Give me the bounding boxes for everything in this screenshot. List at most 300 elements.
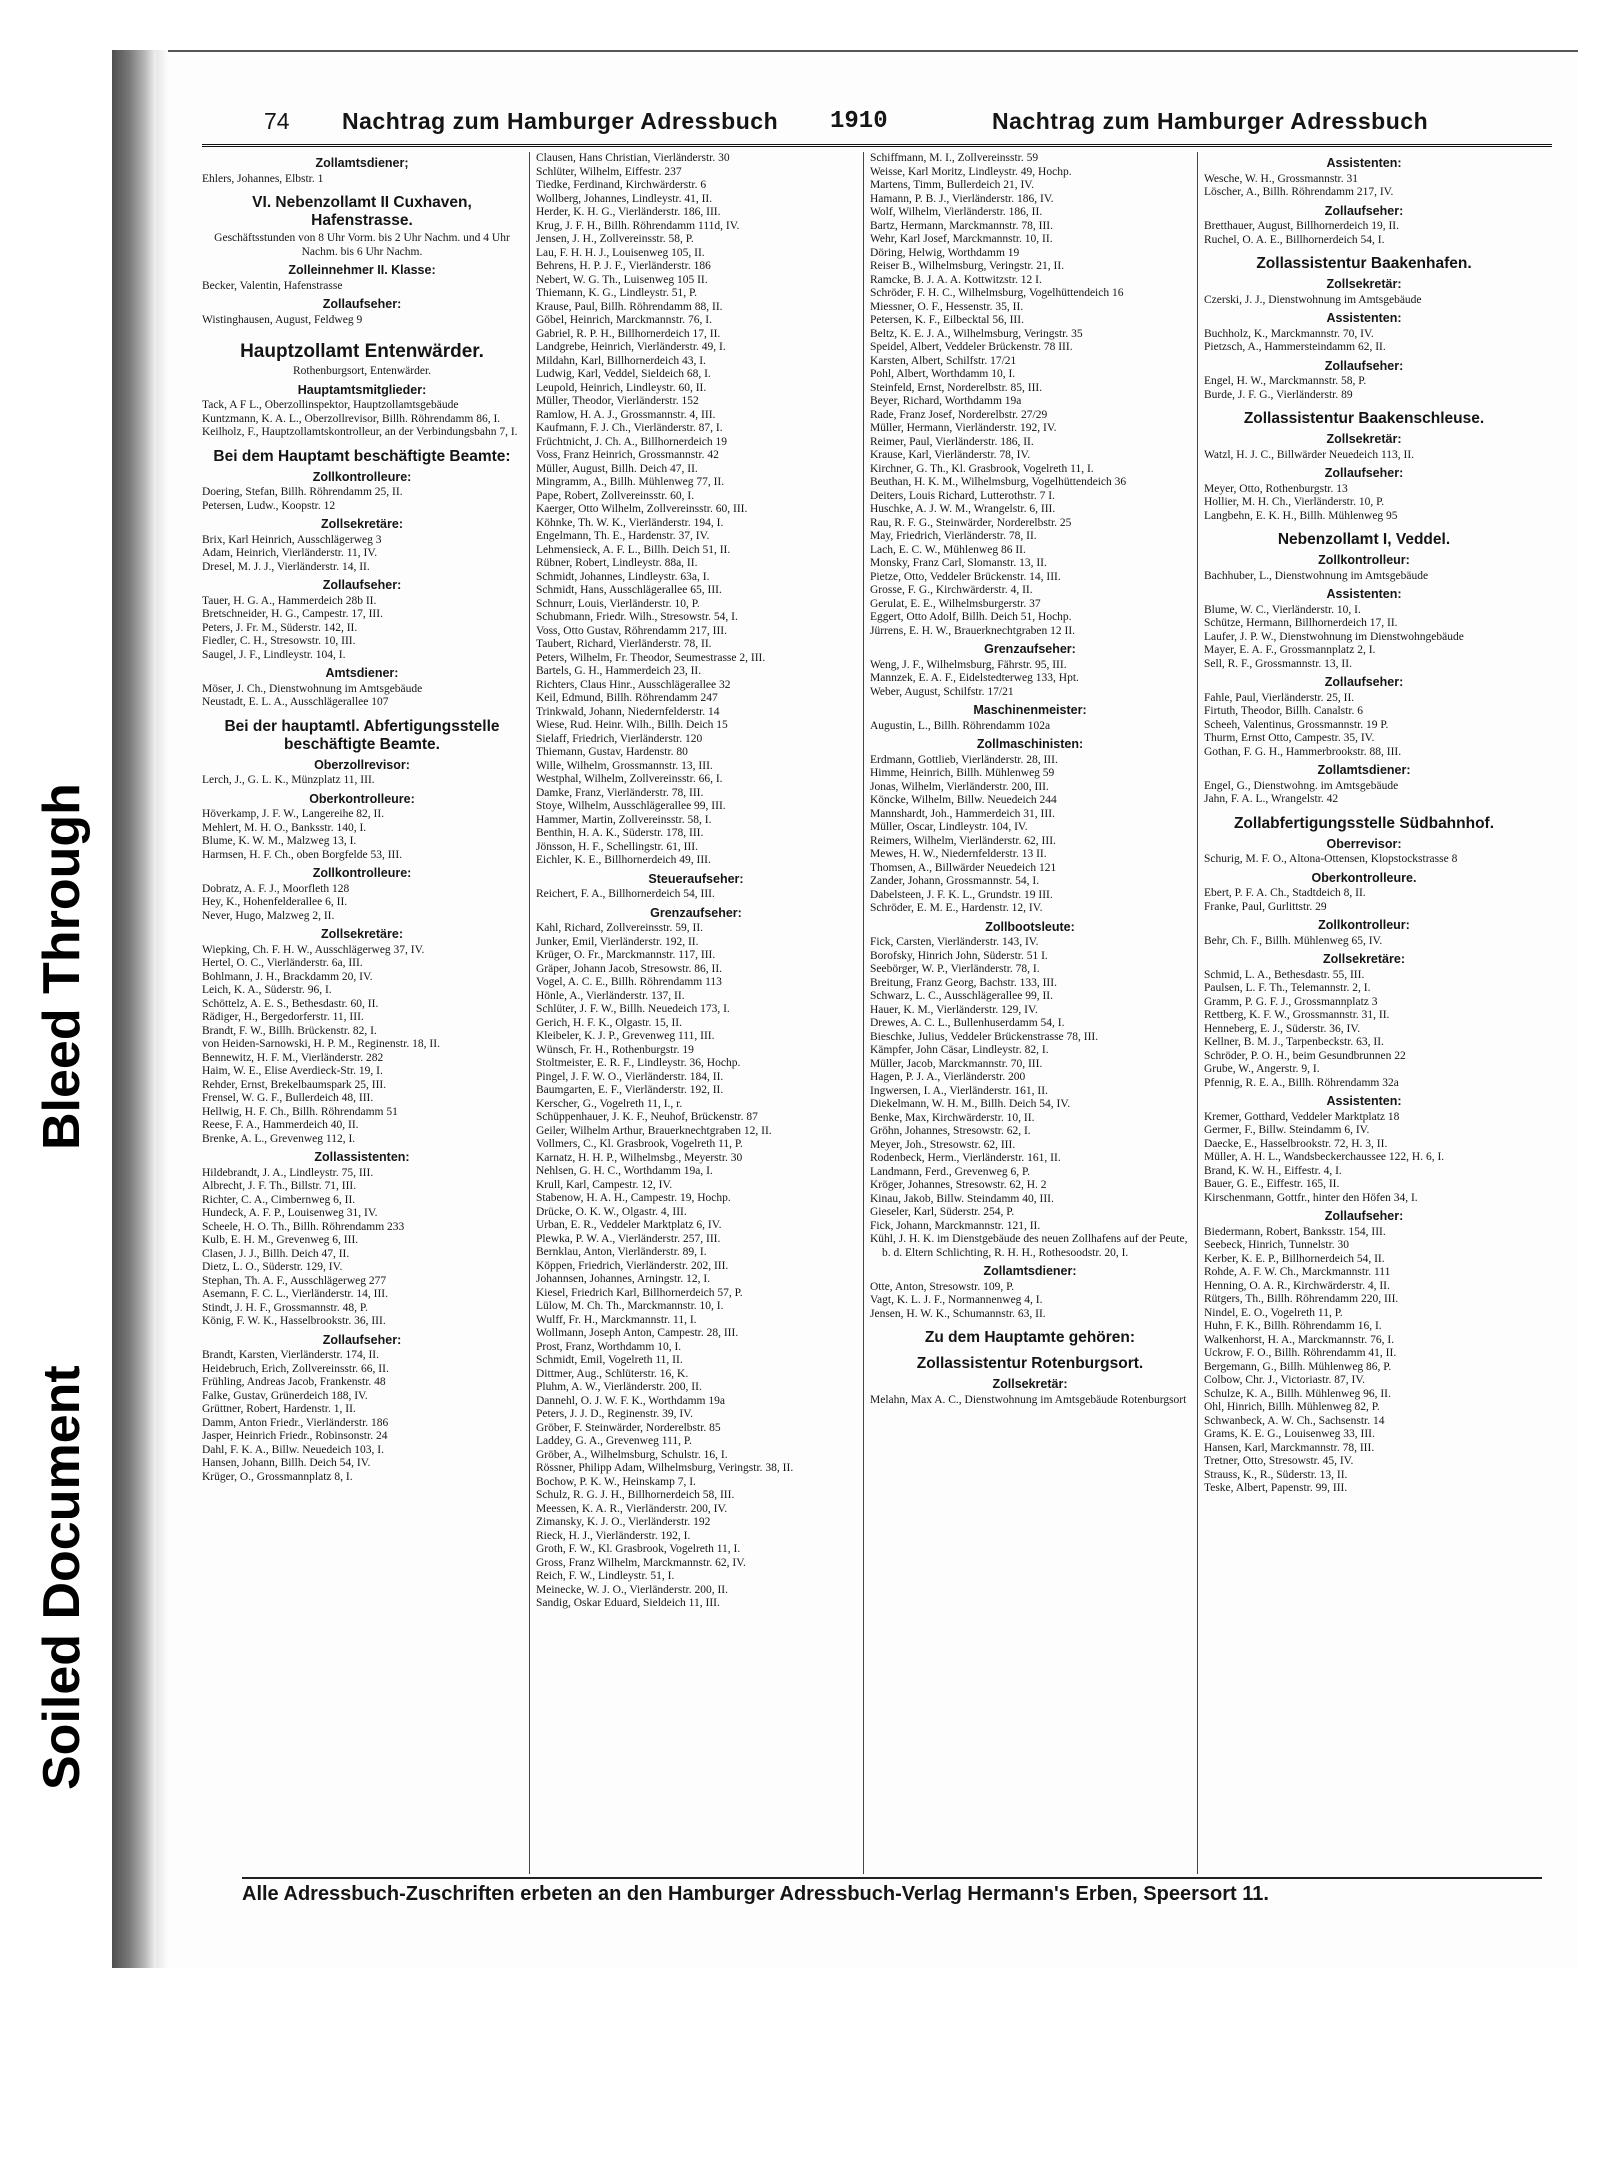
directory-entry: Schröder, F. H. C., Wilhelmsburg, Vogelhüttendeich 16 — [870, 287, 1124, 299]
directory-entry: Brandt, F. W., Billh. Brückenstr. 82, I. — [202, 1024, 377, 1037]
directory-entry: Kaerger, Otto Wilhelm, Zollvereinsstr. 60, III. — [536, 503, 748, 515]
directory-entry: Gramm, P. G. F. J., Grossmannplatz 3 — [1204, 995, 1378, 1008]
directory-entry: Rodenbeck, Herm., Vierländerstr. 161, II. — [870, 1152, 1061, 1164]
directory-entry: Pape, Robert, Zollvereinsstr. 60, I. — [536, 489, 695, 502]
directory-entry: Saugel, J. F., Lindleystr. 104, I. — [202, 648, 346, 661]
role-heading: Zollamtsdiener; — [315, 156, 409, 170]
directory-entry: Rohde, A. F. W. Ch., Marckmannstr. 111 — [1204, 1266, 1391, 1278]
directory-entry: Bartels, G. H., Hammerdeich 23, II. — [536, 665, 702, 677]
directory-entry: Schüppenhauer, J. K. F., Neuhof, Brückenstr. 87 — [536, 1111, 758, 1123]
directory-entry: Fick, Johann, Marckmannstr. 121, II. — [870, 1219, 1041, 1232]
directory-entry: Ehlers, Johannes, Elbstr. 1 — [202, 172, 324, 185]
directory-entry: Borofsky, Hinrich John, Süderstr. 51 I. — [870, 949, 1048, 962]
directory-entry: Meyer, Joh., Stresowstr. 62, III. — [870, 1138, 1016, 1151]
directory-entry: Bochow, P. K. W., Heinskamp 7, I. — [536, 1475, 696, 1488]
role-heading: Oberrevisor: — [1326, 836, 1402, 851]
role-heading: Zollkontrolleur: — [1318, 553, 1410, 567]
role-heading: Zollkontrolleure: — [312, 469, 412, 484]
directory-entry: Blume, W. C., Vierländerstr. 10, I. — [1204, 603, 1361, 616]
directory-entry: Reimers, Wilhelm, Vierländerstr. 62, III. — [870, 834, 1056, 847]
directory-entry: Diekelmann, W. H. M., Billh. Deich 54, IV. — [870, 1098, 1071, 1110]
directory-entry: Gothan, F. G. H., Hammerbrookstr. 88, III. — [1204, 745, 1402, 758]
directory-entry: Buchholz, K., Marckmannstr. 70, IV. — [1204, 327, 1374, 340]
directory-entry: Nebert, W. G. Th., Luisenweg 105 II. — [536, 273, 708, 286]
directory-entry: Schröder, E. M. E., Hardenstr. 12, IV. — [870, 902, 1043, 914]
role-heading: Grenzaufseher: — [984, 642, 1076, 656]
directory-entry: von Heiden-Sarnowski, H. P. M., Reginenstr. 18, II. — [202, 1038, 440, 1050]
directory-entry: Strauss, K., R., Süderstr. 13, II. — [1204, 1468, 1348, 1481]
directory-entry: Blume, K. W. M., Malzweg 13, I. — [202, 835, 357, 847]
section-heading: VI. Nebenzollamt II Cuxhaven, Hafenstrasse. — [252, 194, 472, 229]
role-heading: Oberkontrolleure: — [309, 791, 415, 806]
directory-entry: Erdmann, Gottlieb, Vierländerstr. 28, III. — [870, 753, 1058, 766]
directory-entry: Langbehn, E. K. H., Billh. Mühlenweg 95 — [1204, 509, 1398, 522]
directory-entry: Gröber, F. Steinwärder, Norderelbstr. 85 — [536, 1421, 721, 1434]
directory-entry: Wesche, W. H., Grossmannstr. 31 — [1204, 172, 1358, 185]
scanned-page — [112, 50, 1578, 1968]
directory-entry: Mehlert, M. H. O., Banksstr. 140, I. — [202, 821, 367, 834]
directory-entry: Prost, Franz, Worthdamm 10, I. — [536, 1340, 682, 1353]
directory-entry: Deiters, Louis Richard, Lutterothstr. 7 I. — [870, 489, 1055, 502]
directory-entry: Gieseler, Karl, Süderstr. 254, P. — [870, 1206, 1015, 1218]
directory-entry: Bohlmann, J. H., Brackdamm 20, IV. — [202, 970, 373, 983]
directory-entry: Otte, Anton, Stresowstr. 109, P. — [870, 1280, 1015, 1293]
office-heading: Hauptzollamt Entenwärder. — [240, 341, 484, 362]
directory-entry: Grams, K. E. G., Louisenweg 33, III. — [1204, 1428, 1375, 1440]
directory-entry: Henning, O. A. R., Kirchwärderstr. 4, II. — [1204, 1279, 1390, 1292]
role-heading: Zollmaschinisten: — [976, 737, 1084, 751]
directory-entry: Bretschneider, H. G., Campestr. 17, III. — [202, 608, 383, 620]
directory-entry: Dobratz, A. F. J., Moorfleth 128 — [202, 882, 350, 895]
section-heading: Zollassistentur Rotenburgsort. — [916, 1355, 1144, 1372]
directory-entry: Huschke, A. J. W. M., Wrangelstr. 6, III. — [870, 503, 1056, 515]
directory-entry: Schulz, R. G. J. H., Billhornerdeich 58, III. — [536, 1489, 735, 1501]
directory-entry: Uckrow, F. O., Billh. Röhrendamm 41, II. — [1204, 1347, 1397, 1359]
section-note: Geschäftsstunden von 8 Uhr Vorm. bis 2 Uhr Nachm. und 4 Uhr Nachm. bis 6 Uhr Nachm. — [214, 232, 510, 258]
directory-entry: Clasen, J. J., Billh. Deich 47, II. — [202, 1247, 350, 1260]
directory-entry: Peters, Wilhelm, Fr. Theodor, Seumestrasse 2, III. — [536, 651, 766, 664]
directory-entry: Döring, Helwig, Worthdamm 19 — [870, 246, 1020, 259]
directory-entry: Wistinghausen, August, Feldweg 9 — [202, 313, 363, 326]
page-edge — [168, 50, 1578, 52]
directory-entry: Schröder, P. O. H., beim Gesundbrunnen 22 — [1204, 1049, 1406, 1062]
directory-entry: Benthin, H. A. K., Süderstr. 178, III. — [536, 827, 704, 839]
column-rule — [1197, 152, 1198, 1874]
directory-entry: Peters, J. Fr. M., Süderstr. 142, II. — [202, 621, 358, 634]
directory-entry: Weng, J. F., Wilhelmsburg, Fährstr. 95, III. — [870, 658, 1067, 671]
directory-entry: Meessen, K. A. R., Vierländerstr. 200, IV. — [536, 1502, 728, 1515]
column-2 — [536, 152, 856, 1611]
directory-entry: Franke, Paul, Gurlittstr. 29 — [1204, 900, 1327, 913]
directory-entry: Scheeh, Valentinus, Grossmannstr. 19 P. — [1204, 718, 1389, 731]
role-heading: Zollamtsdiener: — [983, 1264, 1077, 1278]
directory-entry: Mewes, H. W., Niedernfelderstr. 13 II. — [870, 848, 1047, 860]
directory-entry: Jasper, Heinrich Friedr., Robinsonstr. 24 — [202, 1430, 388, 1442]
directory-entry: Martens, Timm, Bullerdeich 21, IV. — [870, 179, 1034, 191]
directory-entry: Clausen, Hans Christian, Vierländerstr. 30 — [536, 152, 730, 164]
role-heading: Assistenten: — [1326, 587, 1402, 601]
directory-entry: Dabelsteen, J. F. K. L., Grundstr. 19 III. — [870, 888, 1053, 901]
directory-entry: Rade, Franz Josef, Norderelbstr. 27/29 — [870, 408, 1048, 421]
directory-entry: Paulsen, L. F. Th., Telemannstr. 2, I. — [1204, 982, 1371, 994]
directory-entry: Schurig, M. F. O., Altona-Ottensen, Klopstockstrasse 8 — [1204, 853, 1458, 865]
directory-entry: Vagt, K. L. J. F., Normannenweg 4, I. — [870, 1294, 1043, 1306]
directory-entry: Groth, F. W., Kl. Grasbrook, Vogelreth 11, I. — [536, 1543, 741, 1555]
directory-entry: Tretner, Otto, Stresowstr. 45, IV. — [1204, 1455, 1354, 1467]
directory-entry: Krause, Paul, Billh. Röhrendamm 88, II. — [536, 300, 723, 313]
directory-entry: Gross, Franz Wilhelm, Marckmannstr. 62, IV. — [536, 1556, 746, 1569]
role-heading: Assistenten: — [1326, 311, 1402, 325]
directory-entry: Kuntzmann, K. A. L., Oberzollrevisor, Billh. Röhrendamm 86, I. — [202, 412, 501, 425]
directory-entry: Dittmer, Aug., Schlüterstr. 16, K. — [536, 1367, 689, 1380]
directory-entry: Neustadt, E. L. A., Ausschlägerallee 107 — [202, 696, 389, 708]
directory-entry: Lach, E. C. W., Mühlenweg 86 II. — [870, 543, 1026, 556]
directory-entry: Nehlsen, G. H. C., Worthdamm 19a, I. — [536, 1165, 713, 1177]
directory-entry: Lehmensieck, A. F. L., Billh. Deich 51, II. — [536, 543, 731, 556]
role-heading: Maschinenmeister: — [973, 703, 1087, 717]
directory-entry: Hildebrandt, J. A., Lindleystr. 75, III. — [202, 1166, 374, 1179]
directory-entry: Bartz, Hermann, Marckmannstr. 78, III. — [870, 219, 1053, 232]
directory-entry: Hellwig, H. F. Ch., Billh. Röhrendamm 51 — [202, 1105, 398, 1118]
directory-entry: Wiepking, Ch. F. H. W., Ausschlägerweg 37, IV. — [202, 943, 425, 956]
directory-entry: Engel, G., Dienstwohng. im Amtsgebäude — [1204, 779, 1399, 792]
directory-entry: Zimansky, K. J. O., Vierländerstr. 192 — [536, 1516, 711, 1528]
directory-entry: Leupold, Heinrich, Lindleystr. 60, II. — [536, 381, 707, 394]
directory-entry: Never, Hugo, Malzweg 2, II. — [202, 909, 335, 922]
directory-entry: Haim, W. E., Elise Averdieck-Str. 19, I. — [202, 1065, 383, 1077]
directory-entry: Stindt, J. H. F., Grossmannstr. 48, P. — [202, 1301, 368, 1314]
directory-entry: Eggert, Otto Adolf, Billh. Deich 51, Hochp. — [870, 611, 1072, 623]
section-heading: Zollabfertigungsstelle Südbahnhof. — [1233, 814, 1495, 832]
directory-entry: Stoye, Wilhelm, Ausschlägerallee 99, III. — [536, 800, 726, 812]
directory-entry: Schnurr, Louis, Vierländerstr. 10, P. — [536, 597, 700, 610]
directory-entry: Miessner, O. F., Hessenstr. 35, II. — [870, 300, 1024, 313]
directory-entry: Hertel, O. C., Vierländerstr. 6a, III. — [202, 957, 363, 969]
column-3 — [870, 152, 1190, 1407]
directory-entry: Reimer, Paul, Vierländerstr. 186, II. — [870, 435, 1034, 448]
directory-entry: Petersen, Ludw., Koopstr. 12 — [202, 499, 336, 512]
directory-entry: Hey, K., Hohenfelderallee 6, II. — [202, 896, 348, 908]
role-heading: Hauptamtsmitglieder: — [297, 382, 427, 397]
directory-entry: May, Friedrich, Vierländerstr. 78, II. — [870, 530, 1037, 542]
directory-entry: Vollmers, C., Kl. Grasbrook, Vogelreth 11, P. — [536, 1138, 743, 1150]
directory-entry: Höverkamp, J. F. W., Langereihe 82, II. — [202, 808, 385, 820]
role-heading: Zollaufseher: — [1324, 1209, 1404, 1223]
directory-entry: Krug, J. F. H., Billh. Röhrendamm 111d, IV. — [536, 219, 740, 232]
directory-entry: Ludwig, Karl, Veddel, Sieldeich 68, I. — [536, 368, 711, 380]
directory-entry: Pietze, Otto, Veddeler Brückenstr. 14, III. — [870, 570, 1061, 583]
directory-entry: Mayer, E. A. F., Grossmannplatz 2, I. — [1204, 644, 1376, 656]
directory-entry: Daecke, E., Hasselbrookstr. 72, H. 3, II. — [1204, 1137, 1388, 1150]
role-heading: Amtsdiener: — [325, 666, 399, 680]
directory-entry: Urban, E. R., Veddeler Marktplatz 6, IV. — [536, 1219, 722, 1231]
role-heading: Zollaufseher: — [1324, 358, 1404, 373]
directory-entry: Reich, F. W., Lindleystr. 51, I. — [536, 1570, 675, 1582]
directory-entry: Himme, Heinrich, Billh. Mühlenweg 59 — [870, 767, 1055, 779]
directory-entry: Westphal, Wilhelm, Zollvereinsstr. 66, I. — [536, 773, 723, 785]
section-heading: Nebenzollamt I, Veddel. — [1277, 531, 1451, 548]
directory-entry: Beltz, K. E. J. A., Wilhelmsburg, Veringstr. 35 — [870, 327, 1083, 340]
directory-entry: Frensel, W. G. F., Bullerdeich 48, III. — [202, 1092, 374, 1104]
role-heading: Oberzollrevisor: — [314, 757, 410, 772]
directory-entry: Walkenhorst, H. A., Marckmannstr. 76, I. — [1204, 1333, 1395, 1346]
directory-entry: Rieck, H. J., Vierländerstr. 192, I. — [536, 1529, 691, 1542]
directory-entry: Schmidt, Emil, Vogelreth 11, II. — [536, 1354, 683, 1366]
role-heading: Steueraufseher: — [648, 871, 744, 886]
directory-entry: Brandt, Karsten, Vierländerstr. 174, II. — [202, 1349, 379, 1361]
directory-entry: Karsten, Albert, Schilfstr. 17/21 — [870, 354, 1017, 367]
directory-entry: Kaufmann, F. J. Ch., Vierländerstr. 87, I. — [536, 422, 723, 434]
gutter-fade — [156, 50, 168, 1968]
directory-entry: Reese, F. A., Hammerdeich 40, II. — [202, 1119, 359, 1131]
directory-entry: Junker, Emil, Vierländerstr. 192, II. — [536, 935, 699, 948]
directory-entry: Becker, Valentin, Hafenstrasse — [202, 279, 343, 292]
directory-entry: Huhn, F. K., Billh. Röhrendamm 16, I. — [1204, 1320, 1382, 1332]
directory-entry: Eichler, K. E., Billhornerdeich 49, III. — [536, 854, 711, 866]
section-heading: Bei der hauptamtl. Abfertigungsstelle beschäftigte Beamte. — [224, 717, 500, 753]
directory-entry: Jönsson, H. F., Schellingstr. 61, III. — [536, 840, 698, 853]
directory-entry: Monsky, Franz Carl, Slomanstr. 13, II. — [870, 557, 1047, 569]
directory-entry: Gerich, H. F. K., Olgastr. 15, II. — [536, 1016, 683, 1029]
directory-entry: Steinfeld, Ernst, Norderelbstr. 85, III. — [870, 381, 1043, 394]
role-heading: Zollkontrolleur: — [1318, 918, 1410, 932]
directory-entry: Dresel, M. J. J., Vierländerstr. 14, II. — [202, 560, 370, 573]
directory-entry: Vogel, A. C. E., Billh. Röhrendamm 113 — [536, 976, 722, 988]
directory-entry: Benke, Max, Kirchwärderstr. 10, II. — [870, 1111, 1035, 1124]
directory-entry: Richters, Claus Hinr., Ausschlägerallee 32 — [536, 678, 731, 691]
directory-entry: Behrens, H. P. J. F., Vierländerstr. 186 — [536, 260, 711, 272]
role-heading: Zollsekretär: — [992, 1377, 1068, 1391]
directory-entry: Brix, Karl Heinrich, Ausschlägerweg 3 — [202, 533, 382, 546]
directory-entry: Landgrebe, Heinrich, Vierländerstr. 49, I. — [536, 341, 726, 353]
directory-entry: Rädiger, H., Bergedorferstr. 11, III. — [202, 1011, 364, 1023]
directory-entry: Behr, Ch. F., Billh. Mühlenweg 65, IV. — [1204, 934, 1383, 947]
directory-entry: Seebörger, W. P., Vierländerstr. 78, I. — [870, 963, 1040, 975]
role-heading: Zollaufseher: — [1324, 466, 1404, 480]
directory-entry: Falke, Gustav, Grünerdeich 188, IV. — [202, 1389, 368, 1402]
role-heading: Assistenten: — [1326, 1094, 1402, 1108]
directory-entry: Richter, C. A., Cimbernweg 6, II. — [202, 1193, 356, 1206]
directory-entry: Doering, Stefan, Billh. Röhrendamm 25, II. — [202, 486, 403, 498]
directory-entry: Trinkwald, Johann, Niedernfelderstr. 14 — [536, 705, 720, 718]
directory-entry: Bernklau, Anton, Vierländerstr. 89, I. — [536, 1246, 707, 1258]
directory-entry: Wulff, Fr. H., Marckmannstr. 11, I. — [536, 1313, 697, 1326]
directory-entry: Scheele, H. O. Th., Billh. Röhrendamm 233 — [202, 1220, 405, 1233]
role-heading: Zollaufseher: — [322, 1332, 402, 1347]
role-heading: Assistenten: — [1326, 156, 1402, 170]
directory-entry: Hammer, Martin, Zollvereinsstr. 58, I. — [536, 813, 712, 826]
directory-entry: Kinau, Jakob, Billw. Steindamm 40, III. — [870, 1192, 1054, 1205]
directory-entry: Engelmann, Th. E., Hardenstr. 37, IV. — [536, 530, 710, 542]
directory-entry: Fick, Carsten, Vierländerstr. 143, IV. — [870, 936, 1039, 948]
directory-entry: Dietz, L. O., Süderstr. 129, IV. — [202, 1261, 343, 1273]
directory-entry: Thurm, Ernst Otto, Campestr. 35, IV. — [1204, 732, 1375, 744]
directory-entry: Gräper, Johann Jacob, Stresowstr. 86, II. — [536, 962, 723, 975]
directory-entry: Kirchner, G. Th., Kl. Grasbrook, Vogelreth 11, I. — [870, 462, 1094, 475]
directory-entry: Schöttelz, A. E. S., Bethesdastr. 60, II. — [202, 997, 379, 1010]
directory-entry: Ohl, Hinrich, Billh. Mühlenweg 82, P. — [1204, 1401, 1380, 1413]
directory-entry: Kulb, E. H. M., Grevenweg 6, III. — [202, 1234, 359, 1246]
directory-entry: Hamann, P. B. J., Vierländerstr. 186, IV. — [870, 192, 1054, 205]
directory-entry: Schulze, K. A., Billh. Mühlenweg 96, II. — [1204, 1387, 1391, 1400]
side-labels — [22, 700, 102, 1800]
directory-entry: Bergemann, G., Billh. Mühlenweg 86, P. — [1204, 1360, 1392, 1373]
directory-entry: Müller, Oscar, Lindleystr. 104, IV. — [870, 821, 1028, 833]
role-heading: Zollsekretär: — [1326, 277, 1402, 291]
directory-entry: Kahl, Richard, Zollvereinsstr. 59, II. — [536, 922, 704, 934]
directory-entry: Czerski, J. J., Dienstwohnung im Amtsgebäude — [1204, 293, 1422, 306]
directory-entry: Rettberg, K. F. W., Grossmannstr. 31, II. — [1204, 1009, 1390, 1021]
directory-entry: Keilholz, F., Hauptzollamtskontrolleur, an der Verbindungsbahn 7, I. — [202, 426, 518, 438]
role-heading: Zollaufseher: — [322, 297, 402, 311]
directory-entry: Beuthan, H. K. M., Wilhelmsburg, Vogelhüttendeich 36 — [870, 476, 1127, 488]
directory-entry: Breitung, Franz Georg, Bachstr. 133, III. — [870, 976, 1057, 989]
directory-entry: Sielaff, Friedrich, Vierländerstr. 120 — [536, 732, 703, 745]
column-rule — [863, 152, 864, 1874]
directory-entry: Heidebruch, Erich, Zollvereinsstr. 66, II. — [202, 1362, 389, 1375]
directory-entry: Stoltmeister, E. R. F., Lindleystr. 36, Hochp. — [536, 1057, 741, 1069]
section-heading: Bei dem Hauptamt beschäftigte Beamte: — [213, 447, 511, 465]
directory-entry: Wollberg, Johannes, Lindleystr. 41, II. — [536, 192, 713, 205]
directory-entry: Stephan, Th. A. F., Ausschlägerweg 277 — [202, 1274, 387, 1287]
directory-entry: Watzl, H. J. C., Billwärder Neuedeich 113, II. — [1204, 448, 1415, 461]
directory-entry: Möser, J. Ch., Dienstwohnung im Amtsgebäude — [202, 682, 423, 695]
directory-entry: Meinecke, W. J. O., Vierländerstr. 200, II. — [536, 1583, 729, 1596]
directory-entry: Mannshardt, Joh., Hammerdeich 31, III. — [870, 807, 1055, 820]
directory-entry: Seebeck, Hinrich, Tunnelstr. 30 — [1204, 1239, 1350, 1251]
section-heading: Zollassistentur Baakenschleuse. — [1243, 410, 1485, 427]
directory-entry: Plewka, P. W. A., Vierländerstr. 257, III. — [536, 1232, 721, 1245]
directory-entry: Rössner, Philipp Adam, Wilhelmsburg, Veringstr. 38, II. — [536, 1462, 794, 1474]
directory-entry: Rehder, Ernst, Brekelbaumspark 25, III. — [202, 1078, 387, 1091]
directory-entry: Reiser B., Wilhelmsburg, Veringstr. 21, II. — [870, 260, 1065, 272]
directory-entry: Grube, W., Angerstr. 9, I. — [1204, 1063, 1320, 1075]
column-rule — [529, 152, 530, 1874]
directory-entry: Schubmann, Friedr. Wilh., Stresowstr. 54, I. — [536, 611, 738, 623]
directory-entry: Hollier, M. H. Ch., Vierländerstr. 10, P. — [1204, 496, 1385, 508]
section-heading: Zu dem Hauptamte gehören: — [924, 1329, 1136, 1346]
directory-entry: Colbow, Chr. J., Victoriastr. 87, IV. — [1204, 1374, 1366, 1386]
directory-entry: Bauer, G. E., Eiffestr. 165, II. — [1204, 1178, 1340, 1190]
directory-entry: Geiler, Wilhelm Arthur, Brauerknechtgraben 12, II. — [536, 1124, 772, 1137]
directory-entry: Zander, Johann, Grossmannstr. 54, I. — [870, 875, 1040, 887]
directory-entry: Weisse, Karl Moritz, Lindleystr. 49, Hochp. — [870, 165, 1072, 178]
directory-entry: Kremer, Gotthard, Veddeler Marktplatz 18 — [1204, 1110, 1400, 1123]
directory-entry: Dahl, F. K. A., Billw. Neuedeich 103, I. — [202, 1443, 384, 1456]
directory-entry: Köppen, Friedrich, Vierländerstr. 202, III. — [536, 1259, 729, 1272]
directory-entry: Schlüter, Wilhelm, Eiffestr. 237 — [536, 165, 682, 178]
directory-entry: Stabenow, H. A. H., Campestr. 19, Hochp. — [536, 1192, 731, 1204]
directory-entry: Hundeck, A. F. P., Louisenweg 31, IV. — [202, 1207, 378, 1219]
directory-entry: Müller, A. H. L., Wandsbeckerchaussee 122, H. 6, I. — [1204, 1151, 1445, 1163]
section-note: Rothenburgsort, Entenwärder. — [292, 365, 432, 377]
role-heading: Zollbootsleute: — [985, 919, 1075, 934]
directory-entry: Kiesel, Friedrich Karl, Billhornerdeich 57, P. — [536, 1286, 743, 1299]
directory-entry: Herder, K. H. G., Vierländerstr. 186, III. — [536, 206, 721, 218]
bleed-through-label: Bleed Through — [33, 783, 91, 1150]
directory-entry: Petersen, K. F., Eilbecktal 56, III. — [870, 314, 1024, 326]
directory-entry: Dannehl, O. J. W. F. K., Worthdamm 19a — [536, 1394, 725, 1407]
directory-entry: Jensen, H. W. K., Schumannstr. 63, II. — [870, 1307, 1046, 1320]
directory-entry: Grosse, F. G., Kirchwärderstr. 4, II. — [870, 584, 1033, 596]
role-heading: Zollsekretäre: — [1323, 952, 1405, 966]
directory-entry: Rau, R. F. G., Steinwärder, Norderelbstr. 25 — [870, 516, 1072, 529]
directory-entry: Kühl, J. H. K. im Dienstgebäude des neuen Zollhafens auf der Peute, b. d. Eltern Schlichting, R. H. H., Rothesoodstr. 20, I. — [870, 1233, 1188, 1259]
directory-entry: Biedermann, Robert, Banksstr. 154, III. — [1204, 1225, 1386, 1238]
directory-entry: Gabriel, R. P. H., Billhornerdeich 17, II. — [536, 327, 721, 340]
directory-entry: Voss, Otto Gustav, Röhrendamm 217, III. — [536, 624, 728, 637]
directory-entry: Tack, A F L., Oberzollinspektor, Hauptzollamtsgebäude — [202, 399, 459, 411]
directory-entry: Frühling, Andreas Jacob, Frankenstr. 48 — [202, 1376, 386, 1388]
directory-entry: Bieschke, Julius, Veddeler Brückenstrasse 78, III. — [870, 1030, 1099, 1043]
directory-entry: Meyer, Otto, Rothenburgstr. 13 — [1204, 482, 1348, 495]
directory-entry: Augustin, L., Billh. Röhrendamm 102a — [870, 719, 1051, 732]
directory-entry: Peters, J. J. D., Reginenstr. 39, IV. — [536, 1408, 693, 1420]
directory-entry: Rübner, Robert, Lindleystr. 88a, II. — [536, 557, 698, 569]
role-heading: Zollamtsdiener: — [1317, 763, 1411, 777]
page-content — [202, 102, 1552, 1905]
directory-entry: Krüger, O. Fr., Marckmannstr. 117, III. — [536, 949, 716, 961]
role-heading: Zollkontrolleure: — [312, 866, 412, 880]
directory-entry: Kerscher, G., Vogelreth 11, I., r. — [536, 1097, 683, 1110]
directory-entry: Damm, Anton Friedr., Vierländerstr. 186 — [202, 1416, 389, 1429]
directory-entry: Jürrens, E. H. W., Brauerknechtgraben 12 II. — [870, 624, 1076, 637]
directory-entry: Kleibeler, K. J. P., Grevenweg 111, III. — [536, 1030, 715, 1042]
directory-entry: Schmidt, Hans, Ausschlägerallee 65, III. — [536, 584, 722, 596]
directory-entry: Kämpfer, John Cäsar, Lindleystr. 82, I. — [870, 1044, 1049, 1056]
directory-entry: Mildahn, Karl, Billhornerdeich 43, I. — [536, 354, 706, 367]
directory-entry: Krüger, O., Grossmannplatz 8, I. — [202, 1470, 353, 1483]
directory-entry: Ruchel, O. A. E., Billhornerdeich 54, I. — [1204, 233, 1385, 246]
directory-entry: Brenke, A. L., Grevenweg 112, I. — [202, 1132, 356, 1145]
directory-entry: Laufer, J. P. W., Dienstwohnung im Dienstwohngebäude — [1204, 630, 1464, 643]
role-heading: Zollaufseher: — [1324, 203, 1404, 218]
role-heading: Grenzaufseher: — [650, 905, 742, 920]
directory-entry: Bennewitz, H. F. M., Vierländerstr. 282 — [202, 1051, 384, 1064]
directory-entry: Albrecht, J. F. Th., Billstr. 71, III. — [202, 1180, 357, 1192]
directory-entry: Bachhuber, L., Dienstwohnung im Amtsgebäude — [1204, 569, 1429, 582]
directory-entry: Lerch, J., G. L. K., Münzplatz 11, III. — [202, 774, 375, 786]
directory-entry: Schwanbeck, A. W. Ch., Sachsenstr. 14 — [1204, 1414, 1385, 1427]
directory-entry: Thiemann, K. G., Lindleystr. 51, P. — [536, 287, 697, 299]
directory-entry: Wolf, Wilhelm, Vierländerstr. 186, II. — [870, 206, 1043, 218]
directory-entry: Keil, Edmund, Billh. Röhrendamm 247 — [536, 692, 718, 704]
role-heading: Zollaufseher: — [322, 578, 402, 592]
role-heading: Zollsekretäre: — [321, 927, 403, 941]
directory-entry: Wiese, Rud. Heinr. Wilh., Billh. Deich 15 — [536, 719, 728, 731]
directory-entry: Müller, Jacob, Marckmannstr. 70, III. — [870, 1057, 1043, 1070]
directory-entry: Mingramm, A., Billh. Mühlenweg 77, II. — [536, 476, 725, 488]
role-heading: Oberkontrolleure. — [1311, 870, 1417, 885]
footer-notice: Alle Adressbuch-Zuschriften erbeten an den Hamburger Adressbuch-Verlag Hermann's Erben, Speersort 11. — [242, 1877, 1542, 1906]
directory-entry: Thiemann, Gustav, Hardenstr. 80 — [536, 746, 688, 758]
directory-entry: Taubert, Richard, Vierländerstr. 78, II. — [536, 638, 712, 650]
directory-entry: Gröber, A., Wilhelmsburg, Schulstr. 16, I. — [536, 1448, 728, 1461]
role-heading: Zolleinnehmer II. Klasse: — [288, 263, 436, 277]
directory-entry: Ingwersen, I. A., Vierländerstr. 161, II. — [870, 1084, 1048, 1097]
directory-entry: Voss, Franz Heinrich, Grossmannstr. 42 — [536, 449, 719, 461]
directory-entry: Pietzsch, A., Hammersteindamm 62, II. — [1204, 341, 1386, 353]
directory-entry: Schlüter, J. F. W., Billh. Neuedeich 173, I. — [536, 1003, 730, 1015]
book-gutter — [112, 50, 156, 1968]
directory-entry: Adam, Heinrich, Vierländerstr. 11, IV. — [202, 547, 378, 559]
directory-entry: Ramlow, H. A. J., Grossmannstr. 4, III. — [536, 408, 716, 421]
directory-entry: Thomsen, A., Billwärder Neuedeich 121 — [870, 861, 1057, 874]
directory-entry: Grüttner, Robert, Hardenstr. 1, II. — [202, 1403, 356, 1415]
column-1 — [202, 152, 522, 1484]
directory-entry: Speidel, Albert, Veddeler Brückenstr. 78 III. — [870, 341, 1073, 353]
directory-entry: Karnatz, H. H. P., Wilhelmsbg., Meyerstr. 30 — [536, 1151, 743, 1164]
